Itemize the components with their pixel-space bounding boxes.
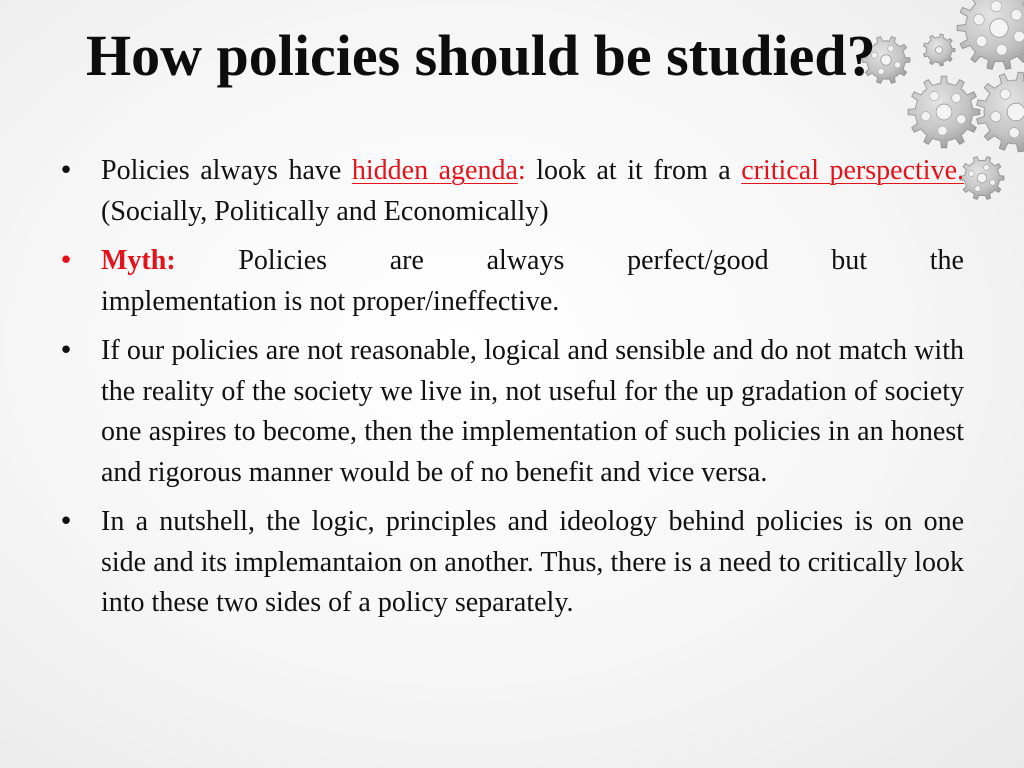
myth-word: Policies [238,245,328,276]
bullet-text: If our policies are not reasonable, logical and sensible and do not match with the reality of the society we live in, not useful for the up gradation of society one aspires to become, then the implementation of such policies in an honest and rigorous manner would be of no benefit and vice versa. [101,335,964,488]
bullet-marker: • [58,336,74,366]
gear-shape [960,157,1004,200]
myth-label: Myth: [101,245,176,276]
myth-first-line [101,241,964,282]
hidden-agenda-link[interactable]: hidden agenda [351,155,518,186]
gear-shape [908,76,980,148]
gear-shape [924,34,955,66]
myth-word: perfect/good [627,245,769,276]
bullet-text: look at it from a [525,155,742,186]
bullet-text: (Socially, Politically and Economically) [101,195,549,227]
bullet-item-nutshell [56,502,964,624]
bullet-text: Policies always have [101,155,352,186]
gear-shape [977,72,1024,152]
myth-word: always [486,245,565,276]
myth-word: but [831,245,868,276]
myth-word: the [929,245,964,276]
gear-shape [957,0,1024,69]
bullet-item-myth [56,241,964,322]
critical-perspective-link[interactable]: critical perspective. [741,155,964,186]
bullet-marker: • [58,246,74,276]
bullet-item-reasonable-policies [56,331,964,493]
page-title: How policies should be studied? [86,23,876,88]
colon-text: : [517,155,526,186]
bullet-marker: • [58,156,74,186]
bullet-text: In a nutshell, the logic, principles and ideology behind policies is on one side and its implemantaion on another. Thus, there is a need to critically look into these two sides of a policy separately. [101,506,964,618]
bullet-marker: • [58,507,74,537]
myth-second-line: implementation is not proper/ineffective. [101,285,560,317]
bullet-item-hidden-agenda [56,151,964,232]
bullet-list [56,151,964,633]
myth-word: are [389,245,424,276]
